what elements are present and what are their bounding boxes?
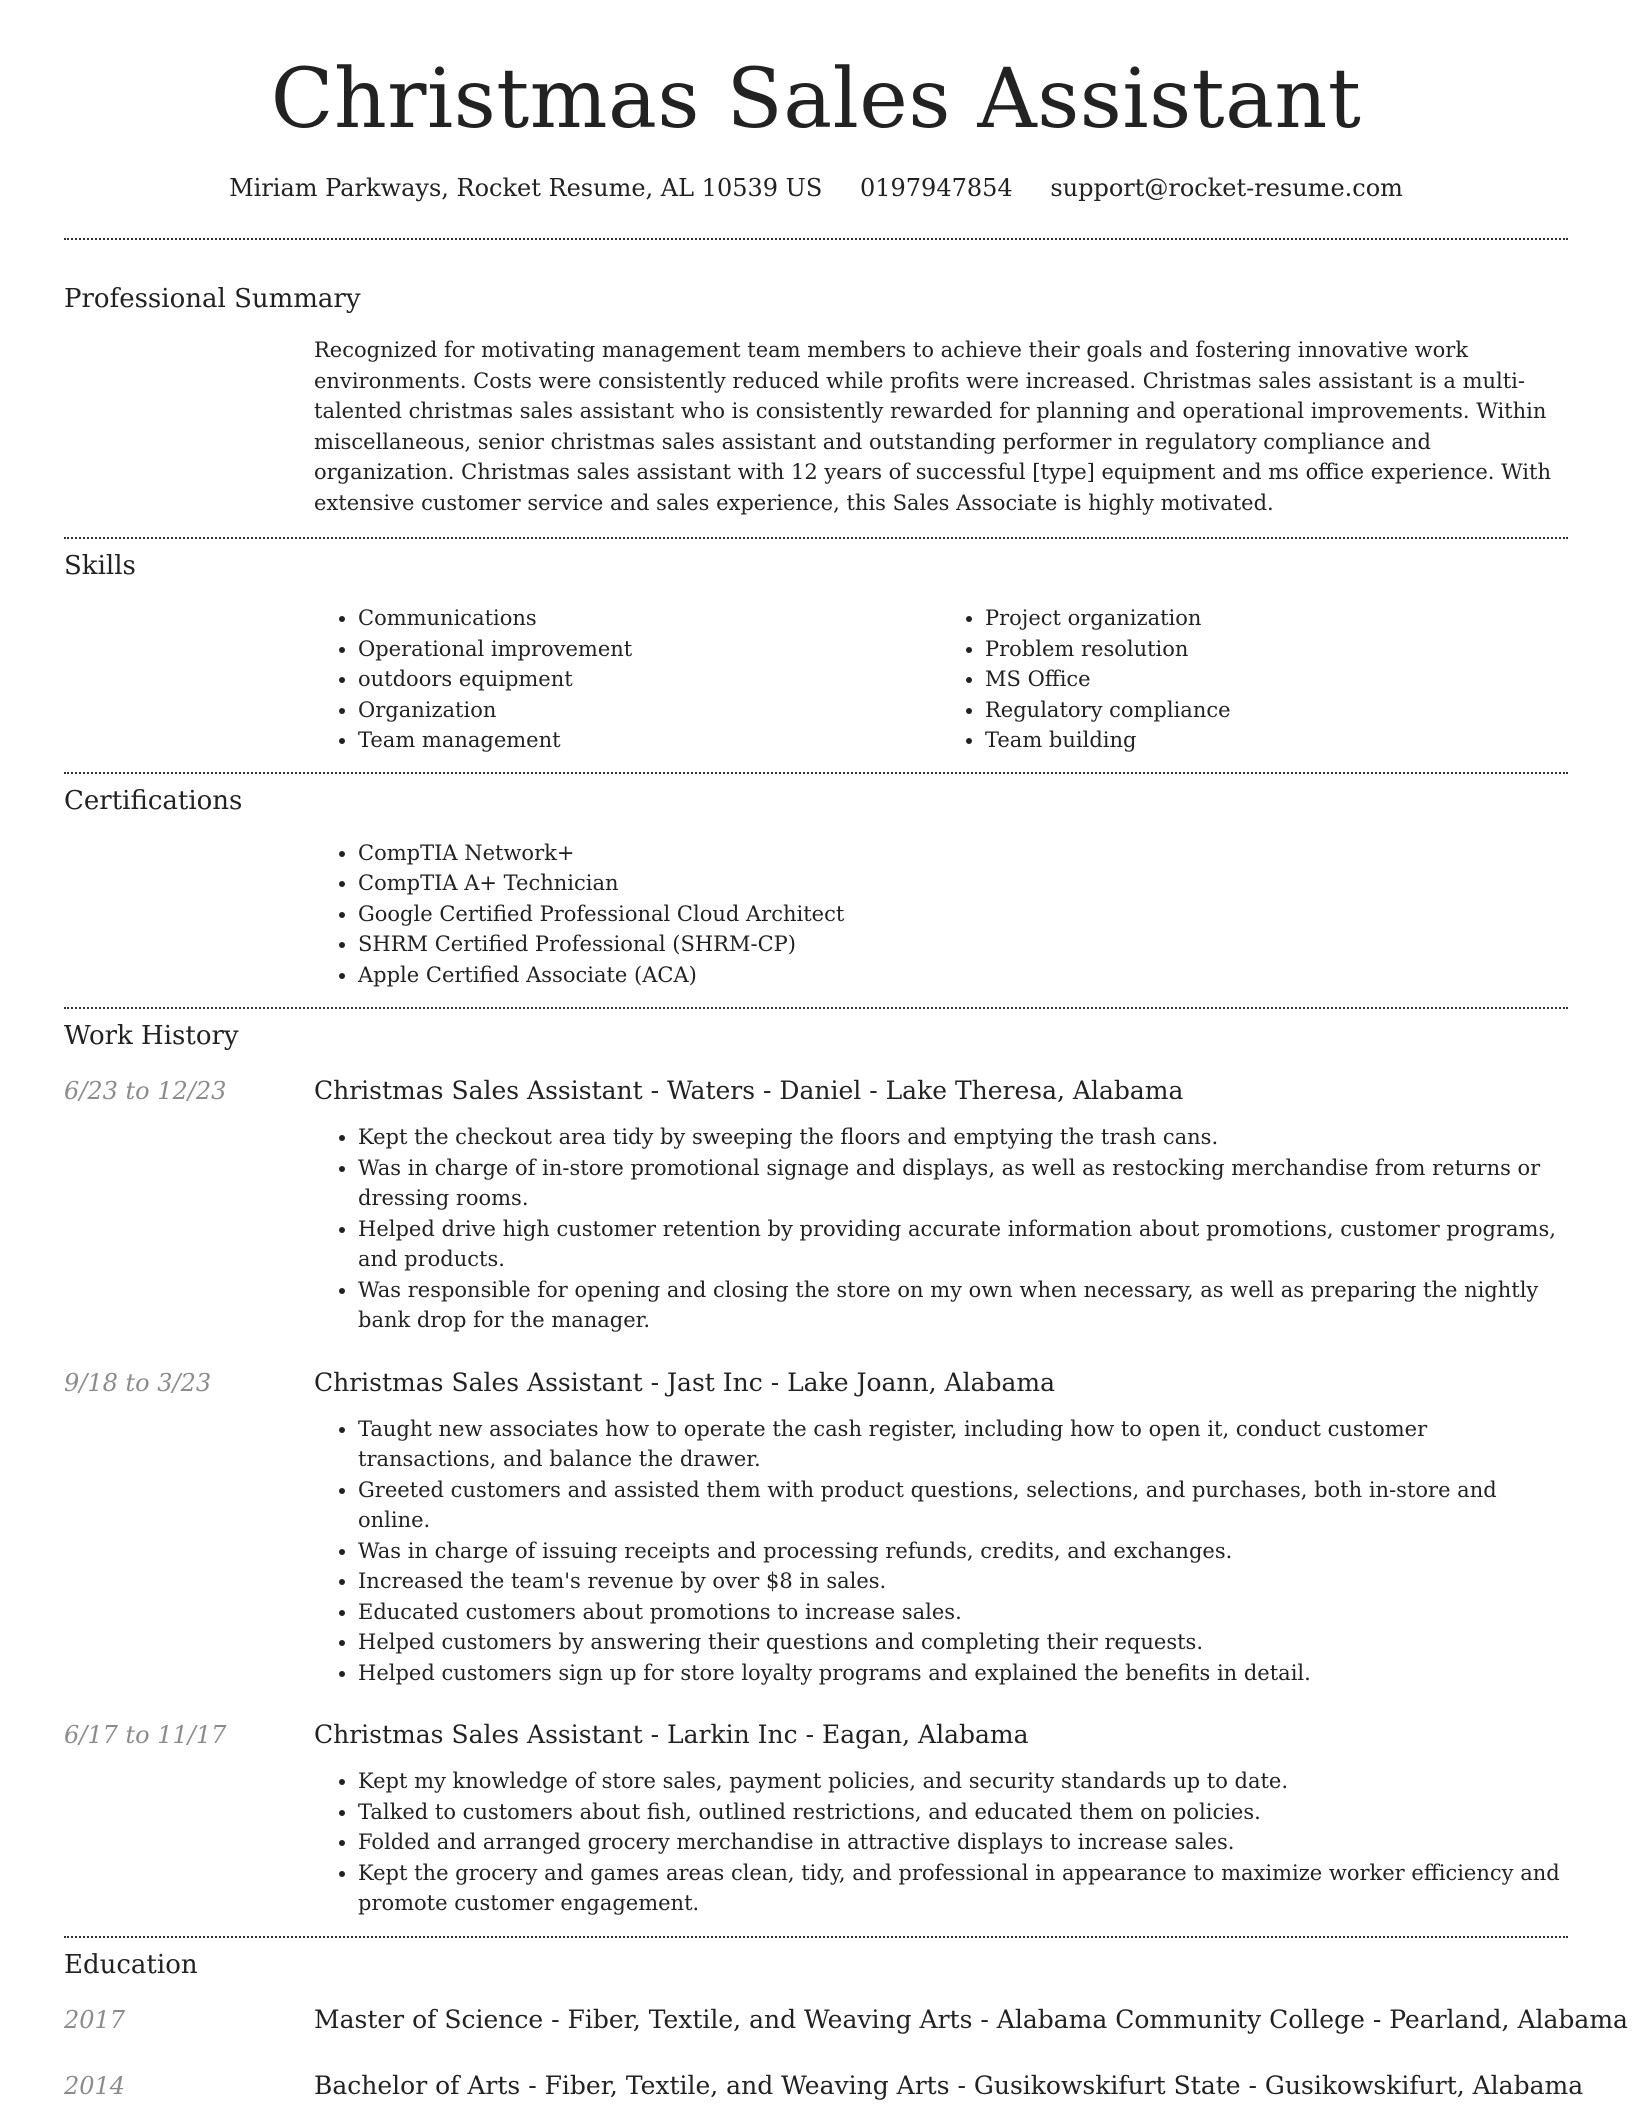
list-item: • Was in charge of issuing receipts and processing refunds, credits, and exchanges. xyxy=(358,1536,1568,1567)
list-item: • Team management xyxy=(358,725,941,756)
section-title-skills: Skills xyxy=(64,551,136,581)
education-degree: Bachelor of Arts - Fiber, Textile, and Weaving Arts - Gusikowskifurt State - Gusikowskifurt, Alabama xyxy=(314,2070,1584,2100)
list-item: • Increased the team's revenue by over $8 in sales. xyxy=(358,1566,1568,1597)
divider xyxy=(64,238,1568,240)
list-item: • outdoors equipment xyxy=(358,664,941,695)
list-item: • Was responsible for opening and closing the store on my own when necessary, as well as preparing the nightly bank drop for the manager. xyxy=(358,1275,1568,1336)
job-title: Christmas Sales Assistant - Jast Inc - Lake Joann, Alabama xyxy=(314,1367,1056,1397)
resume-name: Christmas Sales Assistant xyxy=(270,52,1362,147)
list-item: • Kept the grocery and games areas clean, tidy, and professional in appearance to maximize worker efficiency and promote customer engagement. xyxy=(358,1858,1568,1919)
contact-phone: 0197947854 xyxy=(859,174,1013,202)
certifications-list xyxy=(314,838,1568,991)
list-item: • Regulatory compliance xyxy=(985,695,1568,726)
list-item: • CompTIA Network+ xyxy=(358,838,1568,869)
list-item: • Problem resolution xyxy=(985,634,1568,665)
job-dates: 9/18 to 3/23 xyxy=(64,1368,212,1397)
list-item: • Apple Certified Associate (ACA) xyxy=(358,960,1568,991)
skills-column-left xyxy=(314,603,941,756)
section-title-summary: Professional Summary xyxy=(64,284,361,314)
job-bullets xyxy=(314,1414,1568,1689)
list-item: • Project organization xyxy=(985,603,1568,634)
education-entry xyxy=(64,2004,1628,2036)
list-item: • Helped customers sign up for store loyalty programs and explained the benefits in detail. xyxy=(358,1658,1568,1689)
list-item: • Kept the checkout area tidy by sweeping the floors and emptying the trash cans. xyxy=(358,1122,1568,1153)
education-entry xyxy=(64,2070,1584,2102)
job-title: Christmas Sales Assistant - Larkin Inc - Eagan, Alabama xyxy=(314,1720,1029,1749)
list-item: • Organization xyxy=(358,695,941,726)
list-item: • Helped customers by answering their questions and completing their requests. xyxy=(358,1627,1568,1658)
list-item: • MS Office xyxy=(985,664,1568,695)
list-item: • Educated customers about promotions to increase sales. xyxy=(358,1597,1568,1628)
section-title-education: Education xyxy=(64,1949,198,1980)
section-title-certifications: Certifications xyxy=(64,785,243,816)
list-item: • CompTIA A+ Technician xyxy=(358,868,1568,899)
job-bullets xyxy=(314,1766,1568,1919)
divider xyxy=(64,772,1568,774)
list-item: • SHRM Certified Professional (SHRM-CP) xyxy=(358,929,1568,960)
job-bullets xyxy=(314,1122,1568,1336)
divider xyxy=(64,1007,1568,1009)
education-year: 2014 xyxy=(64,2071,126,2100)
list-item: • Team building xyxy=(985,725,1568,756)
job-entry xyxy=(64,1075,1568,1107)
list-item: • Greeted customers and assisted them with product questions, selections, and purchases, both in-store and online. xyxy=(358,1475,1568,1536)
contact-email: support@rocket-resume.com xyxy=(1050,174,1403,202)
skills-column-right xyxy=(941,603,1568,756)
job-entry xyxy=(64,1719,1568,1751)
list-item: • Communications xyxy=(358,603,941,634)
contact-line xyxy=(64,172,1568,204)
list-item: • Was in charge of in-store promotional signage and displays, as well as restocking merchandise from returns or dressing rooms. xyxy=(358,1153,1568,1214)
summary-text: Recognized for motivating management team members to achieve their goals and fostering innovative work environments. Costs were consistently reduced while profits were increased. Christmas sales assistant is a multi-talented christmas sales assistant who is consistently rewarded for planning and operational improvements. Within miscellaneous, senior christmas sales assistant and outstanding performer in regulatory compliance and organization. Christmas sales assistant with 12 years of successful [type] equipment and ms office experience. With extensive customer service and sales experience, this Sales Associate is highly motivated. xyxy=(314,338,1551,515)
list-item: • Google Certified Professional Cloud Architect xyxy=(358,899,1568,930)
skills-list xyxy=(314,603,1568,756)
list-item: • Taught new associates how to operate the cash register, including how to open it, conduct customer transactions, and balance the drawer. xyxy=(358,1414,1568,1475)
job-dates: 6/23 to 12/23 xyxy=(64,1077,227,1105)
job-title: Christmas Sales Assistant - Waters - Daniel - Lake Theresa, Alabama xyxy=(314,1076,1184,1105)
resume-page xyxy=(64,0,1628,2102)
divider xyxy=(64,1936,1568,1938)
education-year: 2017 xyxy=(64,2005,126,2034)
list-item: • Talked to customers about fish, outlined restrictions, and educated them on policies. xyxy=(358,1797,1568,1828)
job-dates: 6/17 to 11/17 xyxy=(64,1721,227,1749)
list-item: • Operational improvement xyxy=(358,634,941,665)
section-title-work-history: Work History xyxy=(64,1021,239,1051)
divider xyxy=(64,537,1568,539)
contact-address: Miriam Parkways, Rocket Resume, AL 10539 US xyxy=(229,174,823,202)
list-item: • Kept my knowledge of store sales, payment policies, and security standards up to date. xyxy=(358,1766,1568,1797)
job-entry xyxy=(64,1367,1568,1399)
list-item: • Helped drive high customer retention by providing accurate information about promotions, customer programs, and products. xyxy=(358,1214,1568,1275)
list-item: • Folded and arranged grocery merchandise in attractive displays to increase sales. xyxy=(358,1827,1568,1858)
education-degree: Master of Science - Fiber, Textile, and Weaving Arts - Alabama Community College - Pearland, Alabama xyxy=(314,2004,1628,2034)
